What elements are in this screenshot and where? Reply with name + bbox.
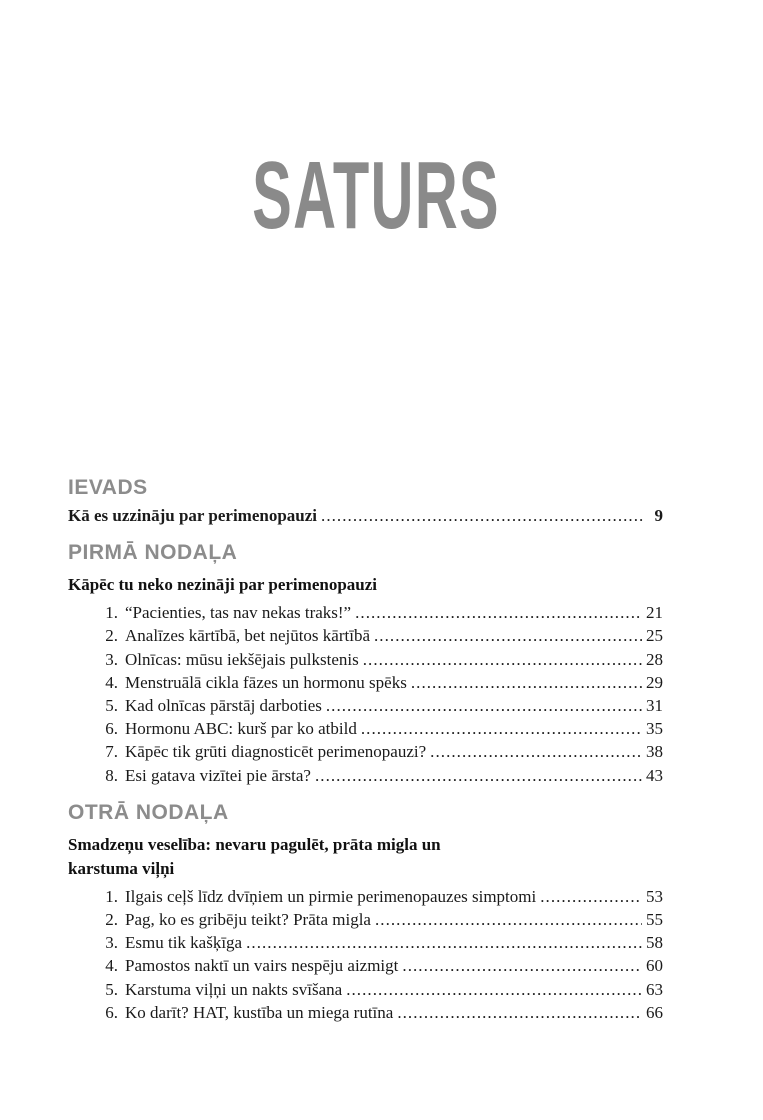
toc-entry-intro[interactable]: [68, 504, 663, 527]
dot-leader: [430, 740, 642, 763]
toc-entry-number: 3.: [105, 933, 118, 953]
toc-entry[interactable]: [68, 764, 663, 787]
toc-entry-number: 5.: [105, 696, 118, 716]
toc-entry-page: 38: [646, 742, 663, 762]
toc-entry-page: 43: [646, 765, 663, 785]
toc-entry[interactable]: [68, 671, 663, 694]
dot-leader: [540, 885, 642, 908]
section-heading-chapter-1: PIRMĀ NODAĻA: [68, 541, 238, 565]
toc-entry-label: Ko darīt? HAT, kustība un miega rutīna: [125, 1002, 394, 1022]
toc-entry-page: 60: [646, 956, 663, 976]
toc-entry[interactable]: [68, 931, 663, 954]
toc-entry[interactable]: [68, 694, 663, 717]
toc-entry-page: 55: [646, 910, 663, 930]
toc-entry-label: Karstuma viļņi un nakts svīšana: [125, 979, 343, 999]
toc-entry-page: 53: [646, 886, 663, 906]
toc-entry[interactable]: [68, 1001, 663, 1024]
toc-entry-number: 4.: [105, 956, 118, 976]
chapter-2-title-line-1: Smadzeņu veselība: nevaru pagulēt, prāta migla un: [68, 834, 441, 854]
dot-leader: [375, 908, 642, 931]
section-heading-intro: IEVADS: [68, 476, 148, 499]
toc-entry-label: Esi gatava vizītei pie ārsta?: [125, 765, 311, 785]
dot-leader: [363, 648, 642, 671]
toc-entry-label: Hormonu ABC: kurš par ko atbild: [125, 719, 357, 739]
toc-entry[interactable]: [68, 648, 663, 671]
dot-leader: [346, 978, 642, 1001]
toc-entry-label: Analīzes kārtībā, bet nejūtos kārtībā: [125, 626, 370, 646]
dot-leader: [361, 717, 642, 740]
toc-entry[interactable]: [68, 601, 663, 624]
toc-entry-page: 29: [646, 672, 663, 692]
toc-entry-number: 6.: [105, 719, 118, 739]
dot-leader: [411, 671, 642, 694]
toc-entry-number: 4.: [105, 672, 118, 692]
toc-entry-label: Esmu tik kašķīga: [125, 933, 243, 953]
toc-entry-page: 63: [646, 979, 663, 999]
dot-leader: [321, 504, 645, 527]
toc-entry[interactable]: [68, 978, 663, 1001]
dot-leader: [355, 601, 642, 624]
toc-entry-label: Kā es uzzināju par perimenopauzi: [68, 506, 318, 525]
toc-entry-number: 2.: [105, 910, 118, 930]
toc-entry-label: Pag, ko es gribēju teikt? Prāta migla: [125, 910, 371, 930]
toc-entry[interactable]: [68, 740, 663, 763]
chapter-2-title-line-2: karstuma viļņi: [68, 858, 175, 878]
toc-entry-number: 5.: [105, 979, 118, 999]
dot-leader: [315, 764, 642, 787]
dot-leader: [402, 954, 642, 977]
toc-entry-page: 66: [646, 1002, 663, 1022]
toc-entry-number: 2.: [105, 626, 118, 646]
toc-entry-label: Menstruālā cikla fāzes un hormonu spēks: [125, 672, 407, 692]
toc-entry-page: 21: [646, 603, 663, 623]
chapter-1-title: Kāpēc tu neko nezināji par perimenopauzi: [68, 575, 377, 595]
toc-entry[interactable]: [68, 908, 663, 931]
toc-entry-page: 25: [646, 626, 663, 646]
dot-leader: [397, 1001, 642, 1024]
toc-entry-label: Olnīcas: mūsu iekšējais pulkstenis: [125, 649, 359, 669]
toc-entry-label: “Pacienties, tas nav nekas traks!”: [125, 603, 352, 623]
toc-entry-label: Pamostos naktī un vairs nespēju aizmigt: [125, 956, 399, 976]
toc-entry-number: 7.: [105, 742, 118, 762]
dot-leader: [326, 694, 642, 717]
chapter-2-list: [68, 885, 663, 1024]
toc-entry-label: Kāpēc tik grūti diagnosticēt perimenopauzi?: [125, 742, 427, 762]
toc-entry[interactable]: [68, 885, 663, 908]
toc-entry-page: 35: [646, 719, 663, 739]
toc-entry-number: 6.: [105, 1002, 118, 1022]
table-of-contents: [68, 474, 663, 1024]
toc-entry-label: Kad olnīcas pārstāj darboties: [125, 696, 322, 716]
toc-entry-number: 1.: [105, 886, 118, 906]
chapter-2-title: [68, 833, 663, 881]
toc-entry[interactable]: [68, 624, 663, 647]
toc-entry-number: 1.: [105, 603, 118, 623]
toc-entry-page: 9: [654, 506, 663, 525]
toc-entry-number: 8.: [105, 765, 118, 785]
toc-entry-page: 31: [646, 696, 663, 716]
section-heading-chapter-2: OTRĀ NODAĻA: [68, 800, 229, 824]
toc-entry-label: Ilgais ceļš līdz dvīņiem un pirmie perimenopauzes simptomi: [125, 886, 537, 906]
dot-leader: [246, 931, 642, 954]
dot-leader: [374, 624, 642, 647]
toc-entry-number: 3.: [105, 649, 118, 669]
toc-entry[interactable]: [68, 954, 663, 977]
toc-entry[interactable]: [68, 717, 663, 740]
toc-entry-page: 58: [646, 933, 663, 953]
page-title: SATURS: [252, 142, 500, 249]
chapter-1-list: [68, 601, 663, 787]
toc-entry-page: 28: [646, 649, 663, 669]
